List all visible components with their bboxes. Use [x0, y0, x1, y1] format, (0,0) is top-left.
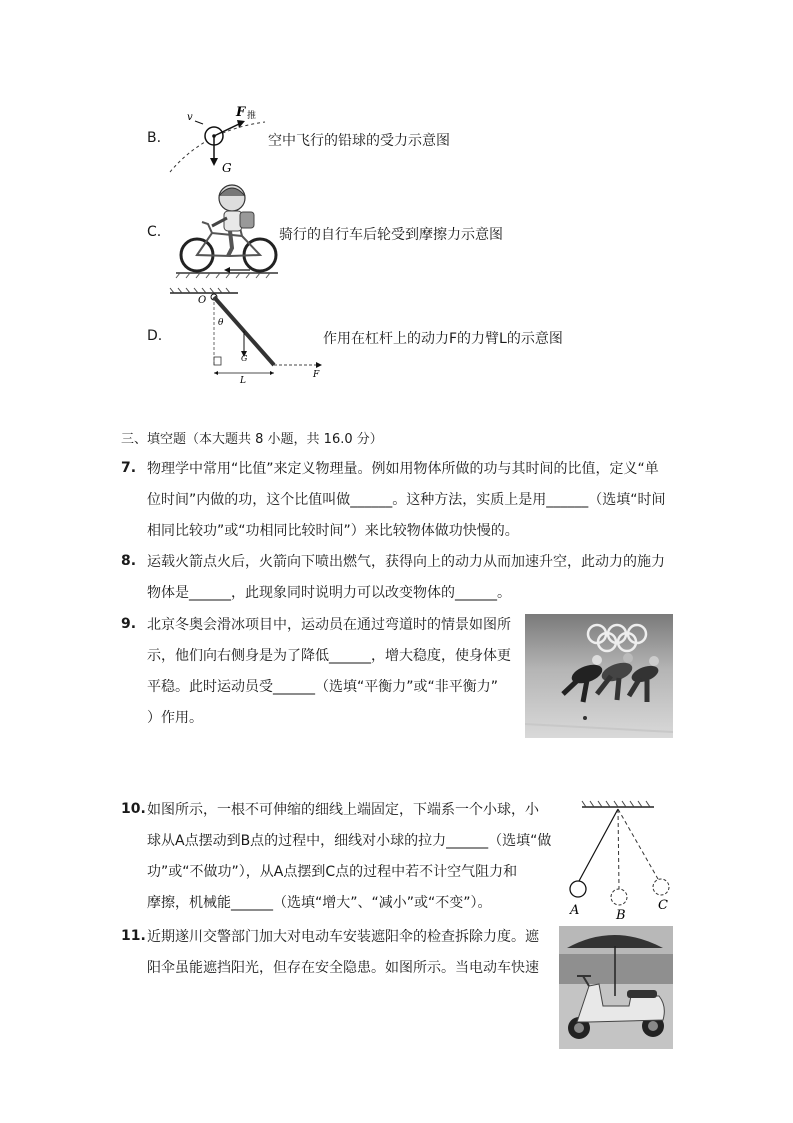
- shot-put-force-diagram: [165, 100, 275, 180]
- question-8-line-1: 运载火箭点火后，火箭向下喷出燃气，获得向上的动力从而加速升空，此动力的施力: [147, 554, 665, 570]
- section-title: 三、填空题（本大题共 8 小题，共 16.0 分）: [121, 432, 383, 447]
- option-b-letter: B.: [147, 130, 162, 146]
- question-7-number: 7.: [121, 460, 137, 476]
- rider-backpack: [240, 212, 254, 228]
- ball-c: [653, 879, 669, 895]
- option-d-letter: D.: [147, 328, 163, 344]
- option-d-caption: 作用在杠杆上的动力F的力臂L的示意图: [323, 331, 563, 347]
- question-9-line-3: 平稳。此时运动员受______（选填“平衡力”或“非平衡力”: [147, 679, 499, 695]
- string-c: [618, 809, 658, 879]
- angle-label: θ: [218, 318, 224, 328]
- question-10-line-1: 如图所示，一根不可伸缩的细线上端固定，下端系一个小球，小: [147, 802, 539, 818]
- speed-skating-photo: [525, 614, 673, 738]
- question-10-number: 10.: [121, 801, 146, 817]
- question-9-line-1: 北京冬奥会滑冰项目中，运动员在通过弯道时的情景如图所: [147, 617, 511, 633]
- question-10-line-2: 球从A点摆动到B点的过程中，细线对小球的拉力______（选填“做: [147, 833, 552, 849]
- question-8-number: 8.: [121, 553, 137, 569]
- question-8-line-2: 物体是______，此现象同时说明力可以改变物体的______。: [147, 585, 511, 601]
- question-9-line-4: ）作用。: [147, 710, 203, 726]
- pivot-label: O: [198, 295, 207, 306]
- option-b-caption: 空中飞行的铅球的受力示意图: [268, 133, 450, 149]
- push-force-subscript: 推: [247, 111, 257, 121]
- ball-a: [570, 881, 586, 897]
- question-11-number: 11.: [121, 928, 146, 944]
- question-7-line-3: 相同比较功”或“功相同比较时间”）来比较物体做功快慢的。: [147, 523, 519, 539]
- point-a-label: A: [570, 903, 580, 918]
- string-b: [618, 809, 619, 889]
- arm-label: L: [240, 376, 246, 385]
- question-11-line-1: 近期遂川交警部门加大对电动车安装遮阳伞的检查拆除力度。遮: [147, 929, 539, 945]
- lever-diagram: [168, 285, 328, 385]
- question-9-line-2: 示，他们向右侧身是为了降低______，增大稳度，使身体更: [147, 648, 511, 664]
- question-10-line-4: 摩擦，机械能______（选填“增大”、“减小”或“不变”）。: [147, 895, 492, 911]
- ball-b: [611, 889, 627, 905]
- pendulum-diagram: [562, 797, 674, 925]
- option-c-caption: 骑行的自行车后轮受到摩擦力示意图: [279, 227, 503, 243]
- gravity-label: G: [222, 161, 232, 175]
- velocity-label: v: [187, 112, 193, 123]
- option-c-letter: C.: [147, 224, 162, 240]
- cyclist-illustration: [172, 178, 282, 280]
- scooter-umbrella-photo: [559, 926, 673, 1049]
- push-force-label: F: [236, 105, 246, 120]
- question-9-number: 9.: [121, 616, 137, 632]
- point-c-label: C: [658, 898, 668, 913]
- force-label: F: [313, 370, 320, 380]
- question-11-line-2: 阳伞虽能遮挡阳光，但存在安全隐患。如图所示。当电动车快速: [147, 960, 539, 976]
- point-b-label: B: [616, 908, 626, 923]
- question-7-line-2: 位时间”内做的功，这个比值叫做______。这种方法，实质上是用______（选填“时间: [147, 492, 666, 508]
- question-7-line-1: 物理学中常用“比值”来定义物理量。例如用物体所做的功与其时间的比值，定义“单: [147, 461, 659, 477]
- string-a: [579, 809, 618, 881]
- question-10-line-3: 功”或“不做功”），从A点摆到C点的过程中若不计空气阻力和: [147, 864, 518, 880]
- gravity-label: G: [241, 354, 248, 363]
